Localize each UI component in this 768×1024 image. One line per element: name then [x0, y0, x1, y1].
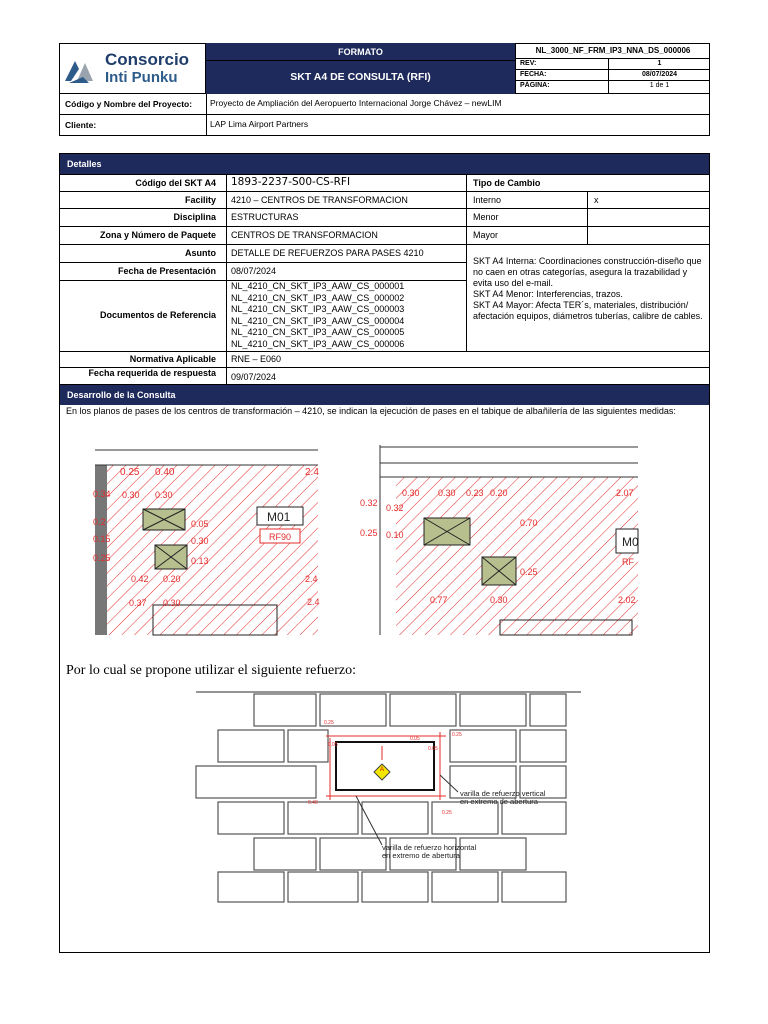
- rule: [466, 174, 467, 351]
- dim-label: 0.32: [386, 503, 404, 513]
- fecha-presentacion-label: Fecha de Presentación: [117, 266, 216, 276]
- doc-item: NL_4210_CN_SKT_IP3_AAW_CS_000001: [231, 281, 405, 291]
- codigo-value: 1893-2237-S00-CS-RFI: [231, 176, 351, 188]
- dim-label: 0.25: [324, 720, 334, 726]
- facility-value: 4210 – CENTROS DE TRANSFORMACION: [231, 195, 408, 205]
- doc-item: NL_4210_CN_SKT_IP3_AAW_CS_000006: [231, 338, 405, 349]
- format-label: FORMATO: [206, 43, 515, 61]
- rule: [60, 174, 709, 175]
- zona-label: Zona y Número de Paquete: [99, 230, 216, 240]
- dim-label: 0.20: [490, 488, 508, 498]
- dim-label: 0.30: [191, 536, 209, 546]
- dim-label: 2.4: [305, 467, 319, 478]
- annotation-horizontal-2: en extremo de abertura: [382, 851, 460, 860]
- dim-label: 0.30: [155, 490, 173, 500]
- wall-tag: M01: [267, 510, 291, 524]
- doc-item: NL_4210_CN_SKT_IP3_AAW_CS_000004: [231, 315, 405, 326]
- asunto-label: Asunto: [185, 248, 216, 258]
- dim-label: 0.37: [129, 598, 147, 608]
- disciplina-value: ESTRUCTURAS: [231, 212, 299, 222]
- annotation-vertical-2: en extremo de abertura: [460, 797, 538, 806]
- dim-label: 0.42: [131, 574, 149, 584]
- company-logo: [59, 43, 206, 94]
- dim-label: 0.40: [155, 467, 175, 478]
- fecha-presentacion-value: 08/07/2024: [231, 266, 277, 276]
- rf-tag: RF: [622, 557, 634, 567]
- tipo-label: Tipo de Cambio: [473, 178, 541, 188]
- menor-label: Menor: [473, 212, 499, 222]
- dim-label: 0.2: [93, 517, 106, 527]
- rule: [60, 208, 709, 209]
- dim-label: 0.25: [452, 732, 462, 738]
- codigo-label: Código del SKT A4: [135, 178, 216, 188]
- dim-label: 0.05: [428, 746, 438, 752]
- client-label: Cliente:: [65, 120, 97, 130]
- interno-label: Interno: [473, 195, 502, 205]
- dim-label: 0.77: [430, 595, 448, 605]
- propuesta-text: Por lo cual se propone utilizar el siguiente refuerzo:: [66, 663, 357, 678]
- dim-label: 0.30: [438, 488, 456, 498]
- company-name-line1: Consorcio: [105, 50, 190, 69]
- interno-mark: x: [594, 195, 599, 205]
- doc-item: NL_4210_CN_SKT_IP3_AAW_CS_000003: [231, 304, 405, 314]
- rule: [60, 262, 466, 263]
- fecha-respuesta-value: 09/07/2024: [231, 372, 277, 382]
- docs-list: [231, 281, 404, 350]
- doc-item: NL_4210_CN_SKT_IP3_AAW_CS_000002: [231, 292, 405, 303]
- mayor-label: Mayor: [473, 230, 499, 240]
- normativa-value: RNE – E060: [231, 354, 282, 364]
- doc-item: NL_4210_CN_SKT_IP3_AAW_CS_000005: [231, 327, 405, 337]
- dim-label: 2.4: [305, 574, 318, 584]
- project-label: Código y Nombre del Proyecto:: [65, 99, 193, 109]
- dim-label: 0.40: [308, 800, 318, 806]
- annotation-horizontal-1: varilla de refuerzo horizontal: [382, 843, 477, 852]
- client-value: LAP Lima Airport Partners: [206, 115, 709, 135]
- consulta-intro: En los planos de pases de los centros de transformación – 4210, se indican la ejecución de pases en el tabique de albañilería de las siguientes medidas:: [66, 406, 676, 416]
- normativa-label: Normativa Aplicable: [129, 354, 216, 364]
- dim-label: 0.05: [410, 736, 420, 742]
- dim-label: 0.20: [163, 574, 181, 584]
- dim-label: 0.25: [360, 528, 378, 538]
- project-value: Proyecto de Ampliación del Aeropuerto Internacional Jorge Chávez – newLIM: [206, 94, 709, 114]
- rule: [226, 174, 227, 384]
- details-title: Detalles: [60, 154, 709, 174]
- annotation-vertical-1: varilla de refuerzo vertical: [460, 789, 546, 798]
- dim-label: 0.25: [93, 553, 111, 563]
- docs-label: Documentos de Referencia: [99, 310, 216, 320]
- dim-label: 0.34: [93, 489, 111, 499]
- tipo-note: SKT A4 Interna: Coordinaciones construcción-diseño que no caen en otras categorías, asegura la trazabilidad y evita uso del e-mail. SKT A4 Menor: Interferencias, trazos. SKT A4 Mayor: Afecta TER´s, materiales, distribución/ afectación equipos, diámetros tuberías, calibre de cables.: [473, 256, 703, 321]
- date-value: 08/07/2024: [608, 70, 710, 80]
- facility-label: Facility: [184, 195, 216, 205]
- disciplina-label: Disciplina: [173, 212, 216, 222]
- dim-label: 0.25: [520, 567, 538, 577]
- dim-label: 0.30: [402, 488, 420, 498]
- drawing-plan-1: [95, 445, 318, 635]
- rule: [60, 351, 709, 352]
- fecha-respuesta-label: Fecha requerida de respuesta: [88, 368, 216, 378]
- dim-label: 0.15: [93, 534, 111, 544]
- dim-label: 2.02: [618, 595, 636, 605]
- dim-label: 0.25: [442, 810, 452, 816]
- rule: [60, 191, 709, 192]
- project-row: [59, 94, 710, 115]
- rev-row: [515, 59, 710, 70]
- rev-label: REV:: [520, 60, 537, 67]
- consulta-title: Desarrollo de la Consulta: [60, 385, 709, 405]
- drawing-reinforcement-detail: [196, 680, 581, 905]
- dim-label: 0.30: [163, 598, 181, 608]
- dim-label: 0.25: [120, 467, 140, 478]
- dim-label: 0.70: [520, 518, 538, 528]
- dim-label: 0.13: [191, 556, 209, 566]
- dim-label: 0.05: [328, 742, 338, 748]
- rf-tag: RF90: [269, 532, 292, 542]
- dim-label: 0.23: [466, 488, 484, 498]
- zona-value: CENTROS DE TRANSFORMACION: [231, 230, 378, 240]
- rule: [60, 226, 709, 227]
- page-row: [515, 81, 710, 94]
- dim-label: 2.4: [307, 597, 320, 607]
- dim-label: 0.05: [191, 519, 209, 529]
- dim-label: 2.07: [616, 488, 634, 498]
- dim-label: 0.30: [490, 595, 508, 605]
- asunto-value: DETALLE DE REFUERZOS PARA PASES 4210: [231, 248, 424, 258]
- rev-value: 1: [608, 59, 710, 69]
- wall-tag: M0: [622, 535, 639, 549]
- drawing-plan-2: [360, 445, 638, 635]
- page-label: PÁGINA:: [520, 82, 550, 89]
- document-code: NL_3000_NF_FRM_IP3_NNA_DS_000006: [515, 43, 710, 59]
- dim-label: 0.30: [122, 490, 140, 500]
- rule: [587, 191, 588, 244]
- dim-label: 0.32: [360, 498, 378, 508]
- dim-label: 0.10: [386, 530, 404, 540]
- date-label: FECHA:: [520, 71, 547, 78]
- client-row: [59, 115, 710, 136]
- date-row: [515, 70, 710, 81]
- company-name-line2: Inti Punku: [105, 69, 178, 86]
- section-mark: A: [380, 767, 385, 773]
- rule: [60, 244, 709, 245]
- page-value: 1 de 1: [608, 81, 710, 94]
- form-title: SKT A4 DE CONSULTA (RFI): [206, 61, 515, 94]
